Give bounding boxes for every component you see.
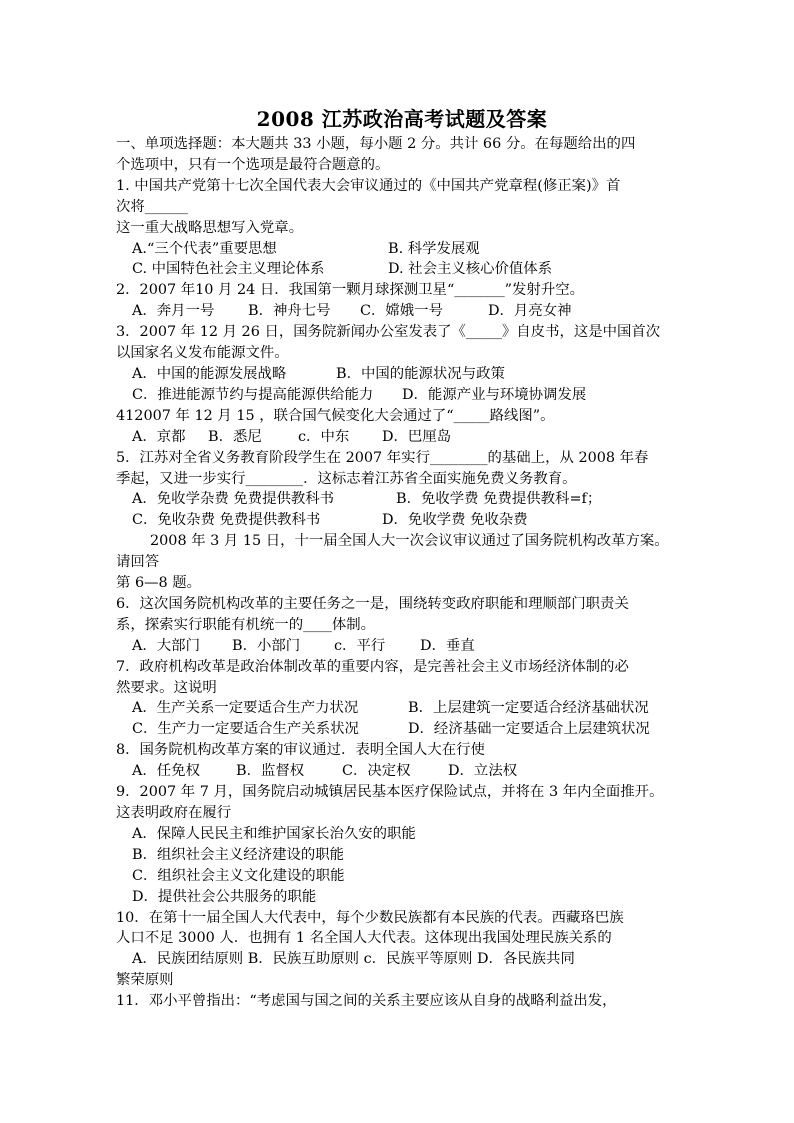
- q7-option-a: A．生产关系一定要适合生产力状况: [132, 700, 359, 717]
- q1-option-b: B. 科学发展观: [388, 240, 480, 257]
- question-8-stem: 8．国务院机构改革方案的审议通过．表明全国人大在行使: [116, 742, 485, 759]
- question-7-stem-cont: 然要求。这说明: [116, 679, 217, 696]
- q9-option-a: A．保障人民民主和维护国家长治久安的职能: [132, 825, 416, 842]
- question-10-options-cont: 繁荣原则: [116, 972, 174, 989]
- q2-option-d: D．月亮女神: [488, 303, 572, 320]
- question-7-stem: 7．政府机构改革是政治体制改革的重要内容，是完善社会主义市场经济体制的必: [116, 658, 629, 675]
- q7-option-c: C．生产力一定要适合生产关系状况: [132, 721, 359, 738]
- q2-option-b: B．神舟七号: [248, 303, 331, 320]
- question-8-options-row: [116, 761, 688, 782]
- q6-option-c: c．平行: [334, 637, 386, 654]
- q8-option-d: D．立法权: [448, 763, 518, 780]
- question-3-stem-cont: 以国家名义发布能源文件。: [116, 345, 289, 362]
- question-1-stem: 1. 中国共产党第十七次全国代表大会审议通过的《中国共产党章程(修正案)》首: [116, 177, 621, 194]
- question-1-stem-cont: 这一重大战略思想写入党章。: [116, 219, 304, 236]
- q4-option-d: D．巴厘岛: [382, 428, 452, 445]
- q6-option-a: A．大部门: [132, 637, 200, 654]
- document-title: 2008 江苏政治高考试题及答案: [256, 107, 548, 131]
- question-5-options-row: [116, 510, 688, 531]
- section-heading-cont: 个选项中，只有一个选项是最符合题意的。: [116, 156, 390, 173]
- q4-option-c: c．中东: [298, 428, 350, 445]
- q1-option-a: A.“三个代表”重要思想: [132, 240, 277, 257]
- question-1-options-row: [116, 239, 688, 260]
- q5-option-b: B．免收学费 免费提供教科=f；: [396, 491, 602, 508]
- q7-option-b: B．上层建筑一定要适合经济基础状况: [408, 700, 649, 717]
- question-3-options-row: [116, 385, 688, 406]
- question-4-stem: 412007 年 12 月 15 ，联合国气候变化大会通过了“_____路线图”。: [116, 407, 555, 424]
- question-10-options-row: A．民族团结原则 B．民族互助原则 c．民族平等原则 D．各民族共同: [132, 951, 575, 968]
- question-1-stem-cont: 次将______: [116, 198, 188, 215]
- question-2-options-row: [116, 301, 688, 322]
- question-5-stem: 5．江苏对全省义务教育阶段学生在 2007 年实行________的基础上，从 2008 年春: [116, 449, 649, 466]
- q9-option-c: C．组织社会主义文化建设的职能: [132, 867, 345, 884]
- question-10-stem-cont: 人口不足 3000 人．也拥有 1 名全国人大代表。这体现出我国处理民族关系的: [116, 930, 612, 947]
- document-page: [116, 106, 688, 1012]
- question-10-stem: 10．在第十一届全国人大代表中，每个少数民族都有本民族的代表。西藏珞巴族: [116, 909, 624, 926]
- question-6-options-row: [116, 636, 688, 657]
- passage-intro-cont: 请回答: [116, 554, 160, 571]
- section-heading: 一、单项选择题：本大题共 33 小题，每小题 2 分。共计 66 分。在每题给出的四: [116, 136, 636, 152]
- q5-option-c: C．免收杂费 免费提供教科书: [132, 512, 321, 529]
- question-7-options-row: [116, 719, 688, 740]
- q9-option-d: D．提供社会公共服务的职能: [132, 888, 317, 905]
- question-9-stem: 9．2007 年 7 月，国务院启动城镇居民基本医疗保险试点，并将在 3 年内全面推开。: [116, 784, 664, 801]
- q4-option-b: B．悉尼: [208, 428, 262, 445]
- passage-intro-cont: 第 6—8 题。: [116, 575, 202, 592]
- q2-option-c: C．嫦娥一号: [360, 303, 443, 320]
- q5-option-a: A．免收学杂费 免费提供教科书: [132, 491, 335, 508]
- q8-option-a: A．任免权: [132, 763, 200, 780]
- q3-option-d: D．能源产业与环境协调发展: [402, 386, 587, 403]
- question-4-options-row: [116, 427, 688, 448]
- question-1-options-row: [116, 259, 688, 280]
- q3-option-b: B．中国的能源状况与政策: [336, 365, 505, 382]
- q3-option-a: A．中国的能源发展战略: [132, 365, 287, 382]
- question-11-stem: 11．邓小平曾指出：“考虑国与国之间的关系主要应该从自身的战略利益出发，: [116, 993, 617, 1010]
- question-9-stem-cont: 这表明政府在履行: [116, 805, 232, 821]
- question-3-stem: 3．2007 年 12 月 26 日，国务院新闻办公室发表了《_____》自皮书，这是中国首次: [116, 324, 661, 341]
- q6-option-b: B．小部门: [232, 637, 301, 654]
- q4-option-a: A．京都: [132, 428, 186, 445]
- question-7-options-row: [116, 698, 688, 719]
- passage-intro: 2008 年 3 月 15 日，十一届全国人大一次会议审议通过了国务院机构改革方案。: [150, 533, 669, 550]
- question-5-options-row: [116, 489, 688, 510]
- q1-option-d: D. 社会主义核心价值体系: [388, 261, 553, 278]
- question-5-stem-cont: 季起，又进一步实行________．这标志着江苏省全面实施免费义务教育。: [116, 470, 577, 487]
- question-2-stem: 2．2007 年10 月 24 日．我国第一颗月球探测卫星“_______”发射升空。: [116, 282, 584, 299]
- q3-option-c: C．推进能源节约与提高能源供给能力: [132, 386, 374, 403]
- q7-option-d: D．经济基础一定要适合上层建筑状况: [408, 721, 650, 738]
- q6-option-d: D．垂直: [420, 637, 475, 654]
- question-3-options-row: [116, 364, 688, 385]
- question-6-stem-cont: 系，探索实行职能有机统一的____体制。: [116, 616, 376, 633]
- q1-option-c: C. 中国特色社会主义理论体系: [132, 261, 325, 278]
- question-6-stem: 6．这次国务院机构改革的主要任务之一是，围绕转变政府职能和理顺部门职责关: [116, 595, 629, 612]
- q2-option-a: A．奔月一号: [132, 303, 215, 320]
- q9-option-b: B．组织社会主义经济建设的职能: [132, 846, 345, 863]
- q8-option-c: C．决定权: [342, 763, 411, 780]
- q5-option-d: D．免收学费 免收杂费: [382, 512, 528, 529]
- q8-option-b: B．监督权: [236, 763, 305, 780]
